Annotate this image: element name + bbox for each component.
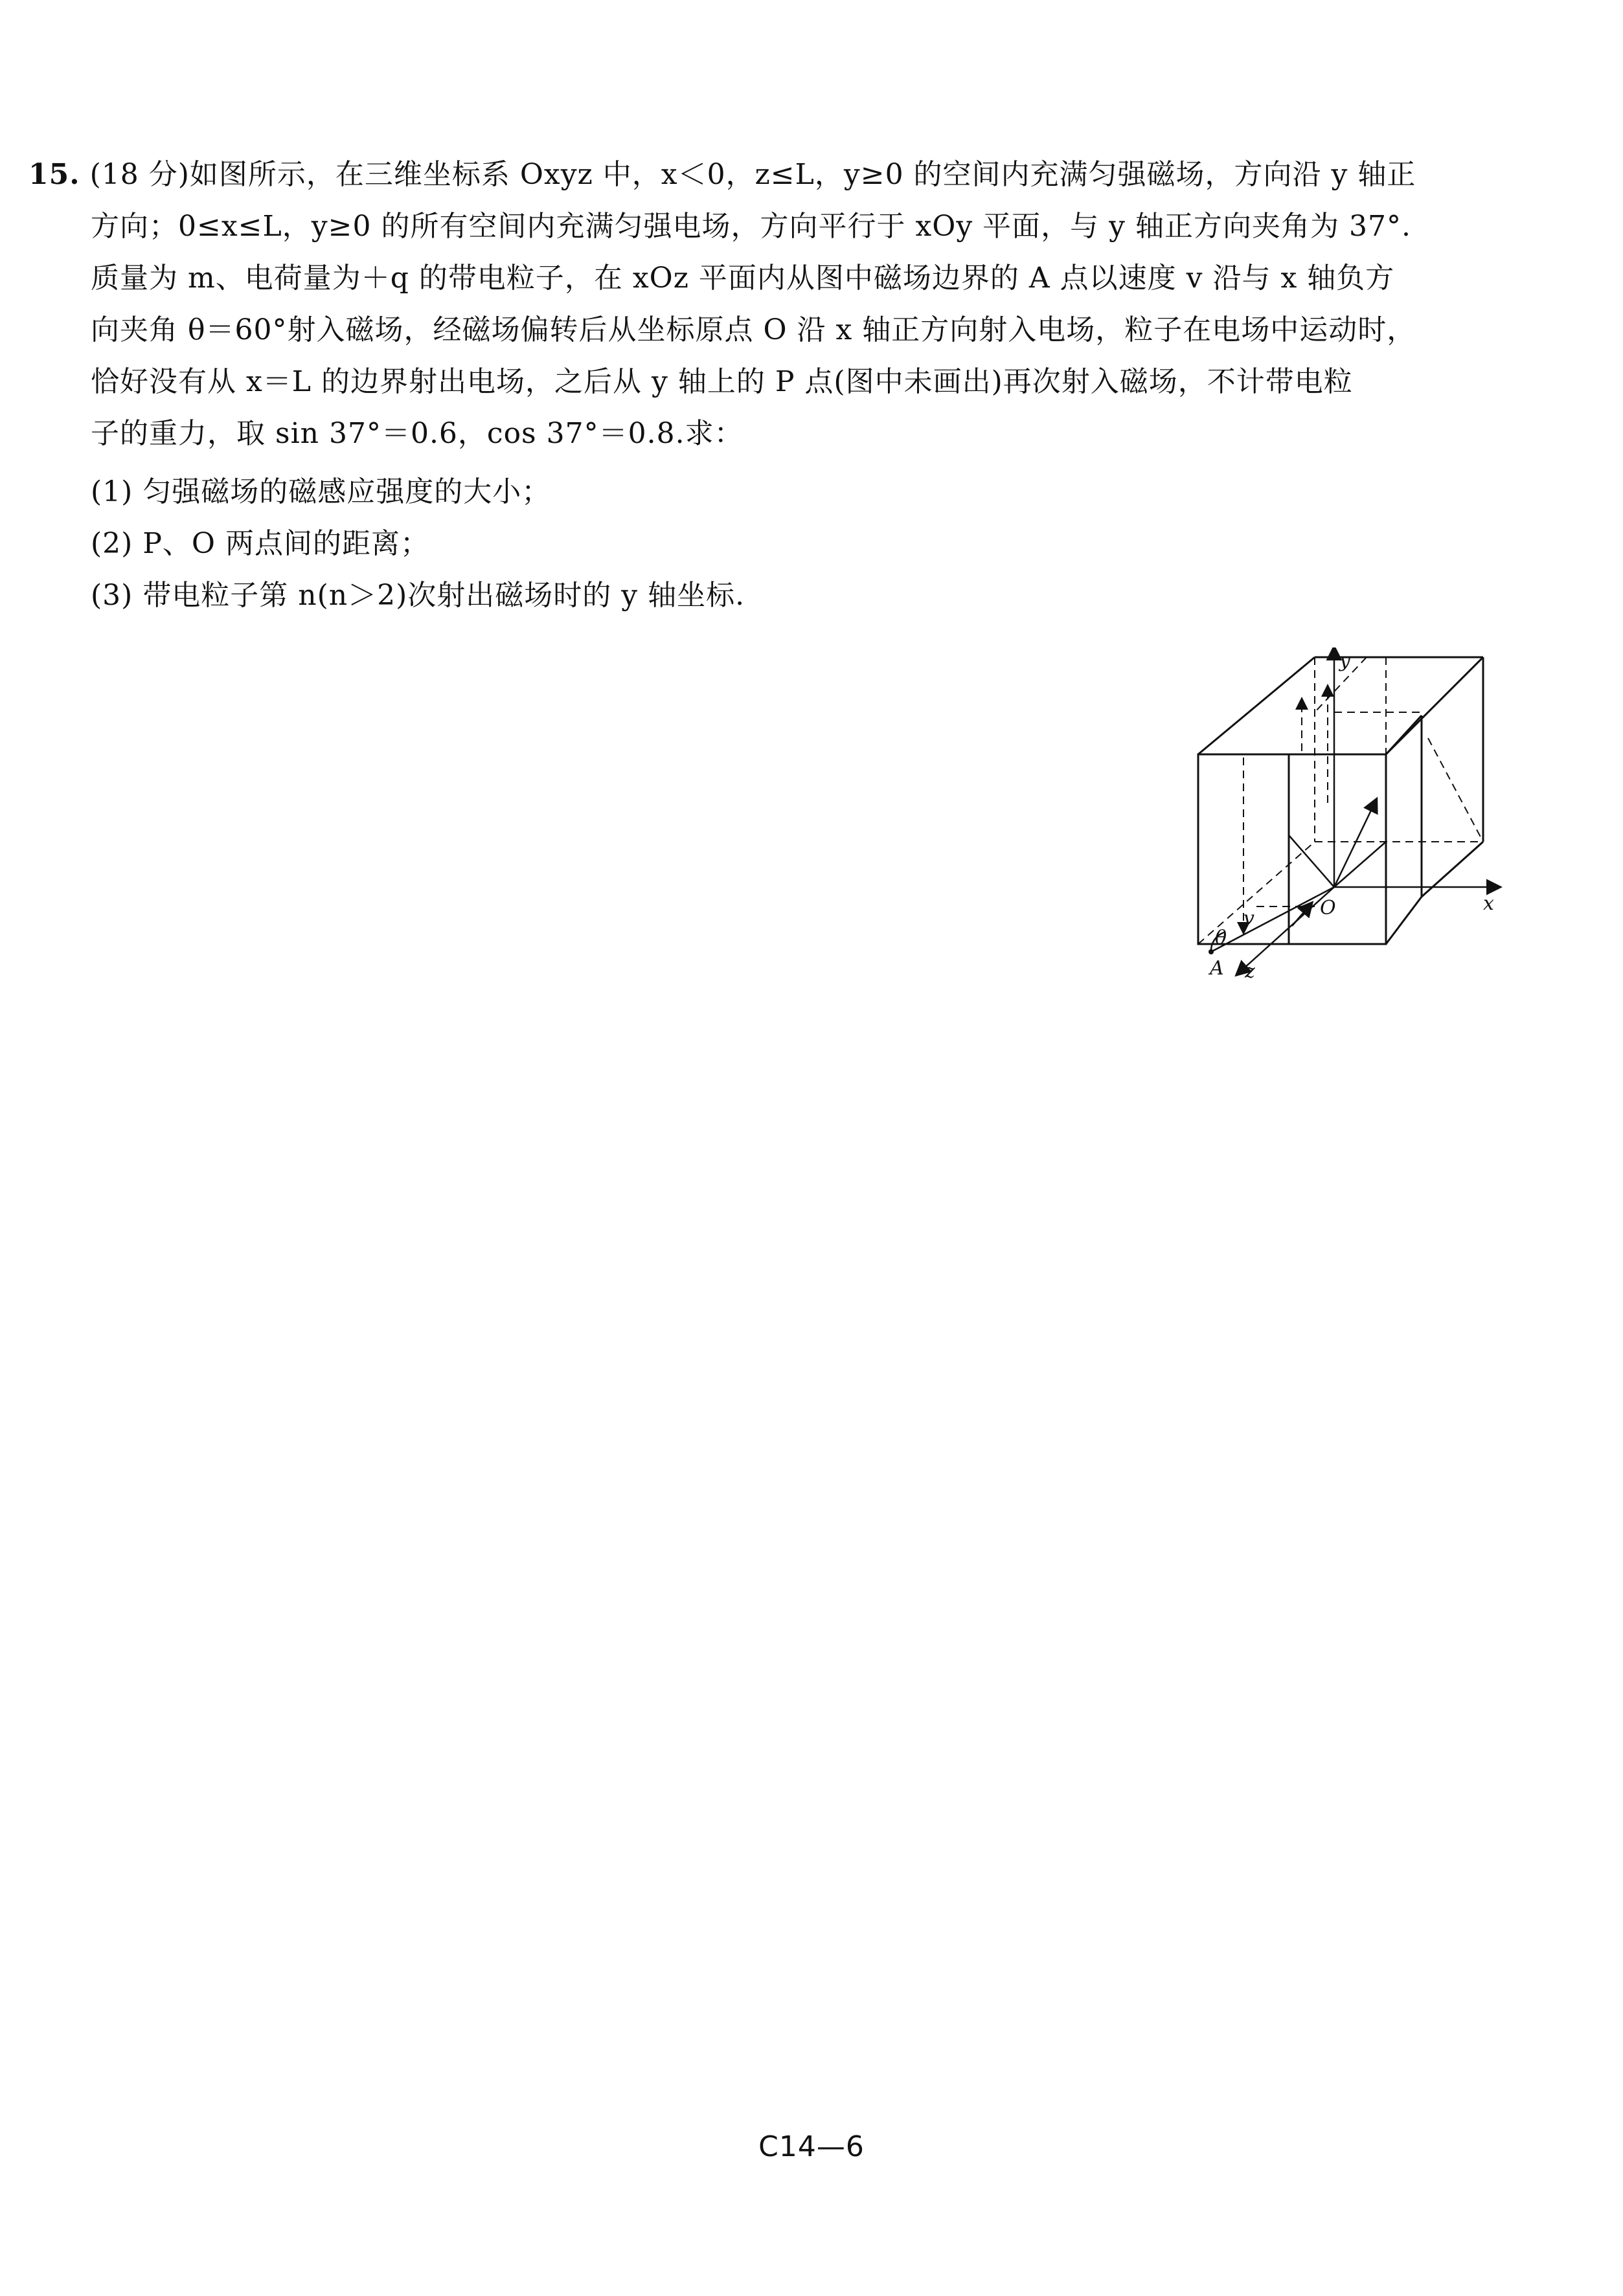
trajectory-segment xyxy=(1334,842,1386,887)
problem-text-1: (18 分)如图所示，在三维坐标系 Oxyz 中，x＜0，z≤L，y≥0 的空间内充满匀强磁场，方向沿 y 轴正 xyxy=(89,158,1416,191)
question-1: (1) 匀强磁场的磁感应强度的大小； xyxy=(91,475,551,508)
origin-label: O xyxy=(1320,897,1336,919)
problem-line-3: 质量为 m、电荷量为＋q 的带电粒子，在 xOz 平面内从图中磁场边界的 A 点以速度 v 沿与 x 轴负方 xyxy=(91,262,1395,295)
velocity-label: v xyxy=(1243,907,1254,930)
cube-edge xyxy=(1198,657,1315,754)
x-axis-label: x xyxy=(1483,892,1494,915)
cube-edge xyxy=(1386,715,1422,754)
field-diagram xyxy=(1192,647,1503,984)
problem-line-6: 子的重力，取 sin 37°＝0.6，cos 37°＝0.8.求： xyxy=(91,417,743,450)
problem-line-2: 方向；0≤x≤L，y≥0 的所有空间内充满匀强电场，方向平行于 xOy 平面，与 y 轴正方向夹角为 37°. xyxy=(91,210,1411,243)
point-a-label: A xyxy=(1210,957,1224,980)
problem-line-5: 恰好没有从 x＝L 的边界射出电场，之后从 y 轴上的 P 点(图中未画出)再次射入磁场，不计带电粒 xyxy=(91,365,1353,398)
problem-line-1 xyxy=(28,155,1416,194)
problem-line-4: 向夹角 θ＝60°射入磁场，经磁场偏转后从坐标原点 O 沿 x 轴正方向射入电场，粒子在电场中运动时， xyxy=(91,313,1416,346)
y-axis-label: y xyxy=(1339,649,1350,672)
problem-number: 15. xyxy=(28,158,80,191)
question-3: (3) 带电粒子第 n(n＞2)次射出磁场时的 y 轴坐标. xyxy=(91,579,745,612)
cube-edge xyxy=(1422,842,1483,897)
theta-label: θ xyxy=(1215,927,1227,949)
cube-edge xyxy=(1386,897,1422,944)
electric-field-arrow xyxy=(1334,800,1376,887)
z-axis-label: z xyxy=(1245,960,1255,983)
trajectory-segment xyxy=(1289,835,1334,887)
page-number: C14—6 xyxy=(758,2130,865,2163)
point-a-dot xyxy=(1209,949,1214,954)
field-diagram-svg xyxy=(1192,647,1503,984)
hidden-edge xyxy=(1428,738,1483,842)
question-2: (2) P、O 两点间的距离； xyxy=(91,527,429,560)
